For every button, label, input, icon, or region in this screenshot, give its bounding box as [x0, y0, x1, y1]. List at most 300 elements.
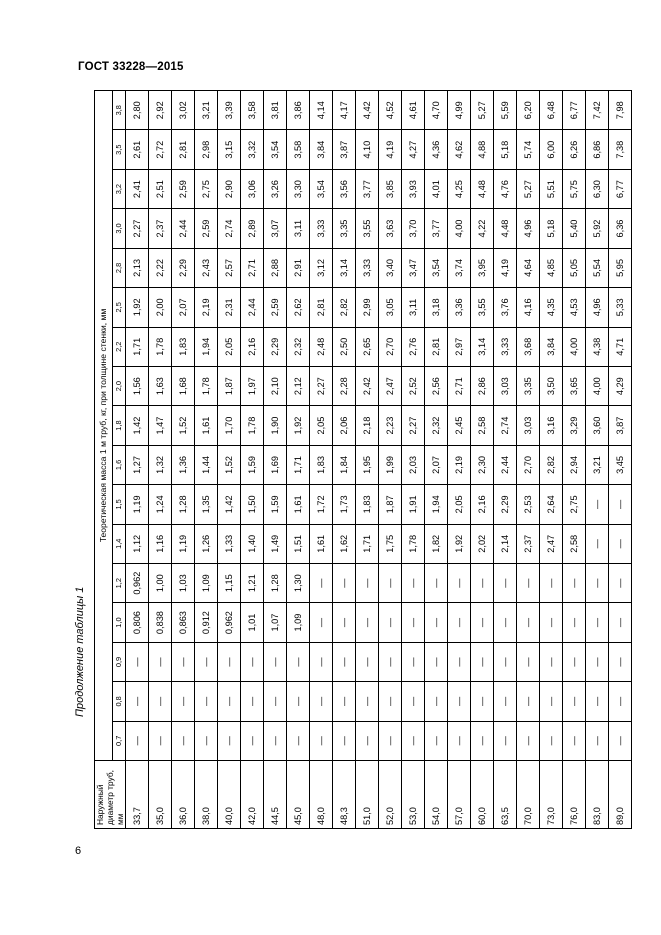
mass-value-cell: 1,30 — [287, 563, 310, 602]
thickness-header-cell: 3,8 — [112, 91, 125, 131]
mass-value-cell: 2,31 — [218, 288, 241, 327]
mass-value-cell: — — [563, 563, 586, 602]
mass-value-cell: 5,05 — [563, 248, 586, 287]
mass-value-cell: — — [310, 721, 333, 760]
mass-value-cell: 3,45 — [609, 445, 632, 484]
mass-value-cell: 2,71 — [241, 248, 264, 287]
outer-diameter-cell: 60,0 — [471, 761, 494, 829]
mass-value-cell: 2,43 — [195, 248, 218, 287]
mass-value-cell: 3,30 — [287, 169, 310, 208]
mass-value-cell: 1,73 — [333, 485, 356, 524]
mass-value-cell: 6,48 — [540, 91, 563, 131]
mass-value-cell: 1,36 — [172, 445, 195, 484]
mass-value-cell: 1,71 — [126, 327, 149, 366]
mass-value-cell: — — [448, 721, 471, 760]
mass-value-cell: — — [540, 603, 563, 642]
mass-value-cell: — — [563, 642, 586, 681]
mass-value-cell: — — [425, 682, 448, 721]
outer-diameter-cell: 45,0 — [287, 761, 310, 829]
mass-value-cell: 1,50 — [241, 485, 264, 524]
thickness-header-cell: 0,7 — [112, 721, 125, 760]
mass-value-cell: 2,72 — [149, 130, 172, 169]
mass-value-cell: 2,27 — [402, 406, 425, 445]
mass-value-cell: 1,07 — [264, 603, 287, 642]
mass-value-cell: 3,05 — [379, 288, 402, 327]
thickness-header-row — [112, 91, 125, 829]
diameter-column-header: Наружный диаметр труб, мм — [95, 761, 126, 829]
table-row — [310, 91, 333, 829]
table-row — [517, 91, 540, 829]
mass-value-cell: 1,33 — [218, 524, 241, 563]
mass-value-cell: 2,07 — [172, 288, 195, 327]
mass-value-cell: 1,94 — [195, 327, 218, 366]
outer-diameter-cell: 63,5 — [494, 761, 517, 829]
table-row — [425, 91, 448, 829]
mass-value-cell: — — [195, 642, 218, 681]
mass-value-cell: — — [540, 721, 563, 760]
mass-value-cell: 3,84 — [540, 327, 563, 366]
mass-value-cell: 5,27 — [471, 91, 494, 131]
mass-value-cell: — — [126, 682, 149, 721]
mass-value-cell: 2,29 — [172, 248, 195, 287]
mass-value-cell: 2,61 — [126, 130, 149, 169]
mass-value-cell: 0,838 — [149, 603, 172, 642]
mass-value-cell: 4,96 — [586, 288, 609, 327]
mass-value-cell: 3,18 — [425, 288, 448, 327]
table-row — [287, 91, 310, 829]
table-row — [333, 91, 356, 829]
mass-value-cell: — — [402, 642, 425, 681]
mass-value-cell: — — [310, 563, 333, 602]
mass-value-cell: 2,06 — [333, 406, 356, 445]
mass-value-cell: 2,13 — [126, 248, 149, 287]
mass-value-cell: 4,27 — [402, 130, 425, 169]
table-row — [149, 91, 172, 829]
mass-value-cell: — — [517, 721, 540, 760]
mass-value-cell: 2,94 — [563, 445, 586, 484]
mass-value-cell: 2,44 — [241, 288, 264, 327]
mass-value-cell: 3,54 — [425, 248, 448, 287]
mass-value-cell: — — [425, 721, 448, 760]
mass-value-cell: 2,88 — [264, 248, 287, 287]
mass-value-cell: 1,21 — [241, 563, 264, 602]
mass-value-cell: — — [540, 682, 563, 721]
mass-value-cell: — — [379, 721, 402, 760]
mass-value-cell: 2,32 — [287, 327, 310, 366]
thickness-header-cell: 2,5 — [112, 288, 125, 327]
mass-value-cell: — — [609, 603, 632, 642]
table-row — [471, 91, 494, 829]
mass-value-cell: — — [448, 682, 471, 721]
mass-value-cell: — — [540, 563, 563, 602]
mass-value-cell: — — [402, 563, 425, 602]
mass-value-cell: 2,70 — [379, 327, 402, 366]
outer-diameter-cell: 42,0 — [241, 761, 264, 829]
mass-value-cell: 3,35 — [517, 366, 540, 405]
mass-value-cell: 3,47 — [402, 248, 425, 287]
mass-value-cell: 2,97 — [448, 327, 471, 366]
mass-value-cell: 1,68 — [172, 366, 195, 405]
mass-value-cell: 4,42 — [356, 91, 379, 131]
mass-value-cell: 6,20 — [517, 91, 540, 131]
mass-value-cell: 1,09 — [195, 563, 218, 602]
page-number: 6 — [75, 845, 82, 857]
mass-value-cell: — — [609, 721, 632, 760]
mass-value-cell: 3,35 — [333, 209, 356, 248]
mass-value-cell: 2,89 — [241, 209, 264, 248]
mass-value-cell: 3,39 — [218, 91, 241, 131]
mass-value-cell: 2,52 — [402, 366, 425, 405]
mass-value-cell: 2,37 — [149, 209, 172, 248]
mass-value-cell: 2,75 — [563, 485, 586, 524]
mass-value-cell: 1,52 — [172, 406, 195, 445]
mass-value-cell: 3,77 — [356, 169, 379, 208]
mass-value-cell: — — [448, 642, 471, 681]
mass-value-cell: — — [586, 563, 609, 602]
mass-value-cell: 3,63 — [379, 209, 402, 248]
mass-value-cell: 2,50 — [333, 327, 356, 366]
mass-value-cell: 3,74 — [448, 248, 471, 287]
mass-value-cell: 1,92 — [448, 524, 471, 563]
mass-value-cell: 0,912 — [195, 603, 218, 642]
table-row — [172, 91, 195, 829]
mass-value-cell: — — [494, 642, 517, 681]
mass-value-cell: 3,58 — [287, 130, 310, 169]
mass-value-cell: 5,33 — [609, 288, 632, 327]
mass-value-cell: 6,77 — [609, 169, 632, 208]
outer-diameter-cell: 33,7 — [126, 761, 149, 829]
mass-value-cell: 3,07 — [264, 209, 287, 248]
table-row — [540, 91, 563, 829]
mass-value-cell: — — [333, 603, 356, 642]
mass-value-cell: — — [425, 603, 448, 642]
mass-value-cell: 1,87 — [379, 485, 402, 524]
mass-value-cell: — — [126, 642, 149, 681]
mass-value-cell: 6,00 — [540, 130, 563, 169]
mass-value-cell: — — [287, 682, 310, 721]
outer-diameter-cell: 53,0 — [402, 761, 425, 829]
mass-value-cell: 2,99 — [356, 288, 379, 327]
mass-value-cell: — — [310, 682, 333, 721]
mass-value-cell: 6,86 — [586, 130, 609, 169]
mass-value-cell: 0,806 — [126, 603, 149, 642]
mass-value-cell: 2,44 — [494, 445, 517, 484]
mass-value-cell: 2,19 — [448, 445, 471, 484]
mass-value-cell: — — [379, 603, 402, 642]
mass-value-cell: 3,16 — [540, 406, 563, 445]
mass-value-cell: 2,44 — [172, 209, 195, 248]
mass-value-cell: — — [149, 721, 172, 760]
mass-value-cell: 4,19 — [494, 248, 517, 287]
mass-value-cell: — — [494, 563, 517, 602]
mass-value-cell: 4,19 — [379, 130, 402, 169]
outer-diameter-cell: 54,0 — [425, 761, 448, 829]
outer-diameter-cell: 51,0 — [356, 761, 379, 829]
mass-value-cell: 2,28 — [333, 366, 356, 405]
mass-value-cell: — — [241, 721, 264, 760]
mass-value-cell: — — [586, 524, 609, 563]
mass-value-cell: — — [195, 721, 218, 760]
mass-value-cell: 1,83 — [172, 327, 195, 366]
mass-value-cell: 3,29 — [563, 406, 586, 445]
mass-value-cell: 2,80 — [126, 91, 149, 131]
mass-value-cell: 4,53 — [563, 288, 586, 327]
table-body — [126, 91, 632, 829]
outer-diameter-cell: 48,3 — [333, 761, 356, 829]
mass-value-cell: — — [172, 682, 195, 721]
thickness-header-cell: 1,5 — [112, 485, 125, 524]
mass-value-cell: 5,18 — [540, 209, 563, 248]
mass-value-cell: — — [425, 642, 448, 681]
mass-value-cell: — — [241, 682, 264, 721]
mass-value-cell: 2,00 — [149, 288, 172, 327]
mass-value-cell: — — [471, 563, 494, 602]
mass-value-cell: — — [563, 721, 586, 760]
mass-value-cell: 1,78 — [195, 366, 218, 405]
mass-value-cell: — — [586, 721, 609, 760]
mass-value-cell: 3,65 — [563, 366, 586, 405]
mass-value-cell: 3,86 — [287, 91, 310, 131]
mass-value-cell: 3,36 — [448, 288, 471, 327]
thickness-header-cell: 1,4 — [112, 524, 125, 563]
mass-value-cell: 1,24 — [149, 485, 172, 524]
mass-value-cell: — — [471, 721, 494, 760]
mass-value-cell: — — [264, 642, 287, 681]
mass-value-cell: 1,42 — [218, 485, 241, 524]
mass-value-cell: — — [126, 721, 149, 760]
mass-value-cell: 1,97 — [241, 366, 264, 405]
table-row — [586, 91, 609, 829]
mass-value-cell: 1,95 — [356, 445, 379, 484]
mass-value-cell: 4,88 — [471, 130, 494, 169]
table-row — [448, 91, 471, 829]
mass-value-cell: — — [356, 642, 379, 681]
mass-value-cell: — — [517, 603, 540, 642]
mass-value-cell: 3,03 — [494, 366, 517, 405]
mass-value-cell: 1,72 — [310, 485, 333, 524]
mass-value-cell: 2,47 — [540, 524, 563, 563]
thickness-header-cell: 0,9 — [112, 642, 125, 681]
mass-value-cell: 5,59 — [494, 91, 517, 131]
mass-value-cell: — — [609, 524, 632, 563]
mass-value-cell: 5,95 — [609, 248, 632, 287]
mass-value-cell: 2,29 — [264, 327, 287, 366]
mass-value-cell: 7,98 — [609, 91, 632, 131]
mass-value-cell: — — [609, 642, 632, 681]
mass-value-cell: 4,38 — [586, 327, 609, 366]
mass-value-cell: — — [402, 682, 425, 721]
mass-value-cell: 4,52 — [379, 91, 402, 131]
mass-value-cell: 4,14 — [310, 91, 333, 131]
mass-value-cell: 2,75 — [195, 169, 218, 208]
mass-value-cell: 2,86 — [471, 366, 494, 405]
mass-value-cell: — — [586, 642, 609, 681]
outer-diameter-cell: 36,0 — [172, 761, 195, 829]
mass-value-cell: 6,26 — [563, 130, 586, 169]
mass-value-cell: 4,76 — [494, 169, 517, 208]
mass-value-cell: 4,22 — [471, 209, 494, 248]
mass-value-cell: 1,28 — [264, 563, 287, 602]
mass-value-cell: 2,30 — [471, 445, 494, 484]
mass-value-cell: 3,58 — [241, 91, 264, 131]
mass-value-cell: 2,74 — [218, 209, 241, 248]
mass-value-cell: 2,71 — [448, 366, 471, 405]
mass-value-cell: 1,01 — [241, 603, 264, 642]
mass-value-cell: 4,64 — [517, 248, 540, 287]
mass-value-cell: 3,26 — [264, 169, 287, 208]
mass-value-cell: — — [448, 603, 471, 642]
mass-value-cell: 1,70 — [218, 406, 241, 445]
mass-value-cell: — — [586, 485, 609, 524]
mass-value-cell: — — [609, 682, 632, 721]
mass-value-cell: — — [218, 721, 241, 760]
mass-value-cell: 5,74 — [517, 130, 540, 169]
mass-value-cell: 1,15 — [218, 563, 241, 602]
mass-value-cell: 1,82 — [425, 524, 448, 563]
table-continuation-caption: Продолжение таблицы 1 — [74, 586, 86, 717]
mass-value-cell: 5,92 — [586, 209, 609, 248]
mass-value-cell: 3,02 — [172, 91, 195, 131]
mass-value-cell: 3,76 — [494, 288, 517, 327]
mass-value-cell: — — [586, 682, 609, 721]
mass-value-cell: 4,48 — [471, 169, 494, 208]
mass-value-cell: 3,87 — [333, 130, 356, 169]
table-row — [264, 91, 287, 829]
mass-value-cell: 4,99 — [448, 91, 471, 131]
mass-value-cell: 2,98 — [195, 130, 218, 169]
mass-value-cell: 2,37 — [517, 524, 540, 563]
mass-value-cell: — — [494, 721, 517, 760]
mass-value-cell: 3,14 — [333, 248, 356, 287]
mass-value-cell: 0,962 — [218, 603, 241, 642]
mass-value-cell: 7,42 — [586, 91, 609, 131]
mass-value-cell: 1,47 — [149, 406, 172, 445]
mass-value-cell: — — [517, 682, 540, 721]
thickness-header-cell: 1,2 — [112, 563, 125, 602]
rotated-table-container — [94, 90, 625, 829]
thickness-header-cell: 2,2 — [112, 327, 125, 366]
mass-value-cell: 3,87 — [609, 406, 632, 445]
table-row — [126, 91, 149, 829]
mass-value-cell: 1,92 — [126, 288, 149, 327]
outer-diameter-cell: 48,0 — [310, 761, 333, 829]
mass-value-cell: 5,51 — [540, 169, 563, 208]
outer-diameter-cell: 89,0 — [609, 761, 632, 829]
mass-value-cell: 2,27 — [310, 366, 333, 405]
mass-value-cell: 1,61 — [310, 524, 333, 563]
thickness-header-cell: 3,2 — [112, 169, 125, 208]
mass-value-cell: 5,27 — [517, 169, 540, 208]
thickness-header-cell: 0,8 — [112, 682, 125, 721]
mass-value-cell: 1,32 — [149, 445, 172, 484]
mass-value-cell: 1,00 — [149, 563, 172, 602]
mass-value-cell: — — [356, 721, 379, 760]
mass-value-cell: — — [540, 642, 563, 681]
mass-value-cell: 2,58 — [471, 406, 494, 445]
mass-value-cell: 4,96 — [517, 209, 540, 248]
mass-value-cell: 3,33 — [310, 209, 333, 248]
mass-value-cell: 1,03 — [172, 563, 195, 602]
mass-value-cell: 3,54 — [264, 130, 287, 169]
mass-value-cell: 5,18 — [494, 130, 517, 169]
mass-value-cell: 3,50 — [540, 366, 563, 405]
mass-value-cell: 2,82 — [540, 445, 563, 484]
mass-value-cell: 4,10 — [356, 130, 379, 169]
mass-value-cell: 5,75 — [563, 169, 586, 208]
mass-value-cell: 6,77 — [563, 91, 586, 131]
mass-value-cell: 2,18 — [356, 406, 379, 445]
mass-value-cell: 1,84 — [333, 445, 356, 484]
table-row — [563, 91, 586, 829]
mass-value-cell: — — [310, 642, 333, 681]
mass-value-cell: 2,16 — [471, 485, 494, 524]
mass-value-cell: 1,51 — [287, 524, 310, 563]
mass-value-cell: — — [333, 642, 356, 681]
mass-value-cell: 4,85 — [540, 248, 563, 287]
mass-value-cell: 2,48 — [310, 327, 333, 366]
mass-value-cell: — — [172, 642, 195, 681]
mass-value-cell: 2,76 — [402, 327, 425, 366]
mass-value-cell: — — [494, 682, 517, 721]
pipe-mass-table — [94, 90, 632, 829]
mass-value-cell: 2,16 — [241, 327, 264, 366]
mass-value-cell: 2,23 — [379, 406, 402, 445]
mass-value-cell: 2,81 — [172, 130, 195, 169]
mass-group-header: Теоретическая масса 1 м труб, кг, при толщине стенки, мм — [95, 91, 113, 761]
mass-value-cell: 4,48 — [494, 209, 517, 248]
mass-value-cell: 2,02 — [471, 524, 494, 563]
mass-value-cell: 1,99 — [379, 445, 402, 484]
mass-value-cell: — — [517, 563, 540, 602]
mass-value-cell: 1,26 — [195, 524, 218, 563]
mass-value-cell: — — [471, 682, 494, 721]
mass-value-cell: 3,11 — [402, 288, 425, 327]
mass-value-cell: 2,12 — [287, 366, 310, 405]
mass-value-cell: 2,05 — [448, 485, 471, 524]
mass-value-cell: 3,03 — [517, 406, 540, 445]
table-row — [241, 91, 264, 829]
mass-value-cell: 2,51 — [149, 169, 172, 208]
mass-value-cell: 1,44 — [195, 445, 218, 484]
mass-value-cell: 2,07 — [425, 445, 448, 484]
mass-value-cell: — — [356, 682, 379, 721]
outer-diameter-cell: 40,0 — [218, 761, 241, 829]
mass-value-cell: — — [218, 682, 241, 721]
mass-value-cell: 1,16 — [149, 524, 172, 563]
mass-value-cell: 1,71 — [287, 445, 310, 484]
table-row — [494, 91, 517, 829]
mass-value-cell: 2,53 — [517, 485, 540, 524]
mass-value-cell: 3,11 — [287, 209, 310, 248]
outer-diameter-cell: 52,0 — [379, 761, 402, 829]
mass-value-cell: 4,01 — [425, 169, 448, 208]
outer-diameter-cell: 44,5 — [264, 761, 287, 829]
table-row — [379, 91, 402, 829]
mass-value-cell: — — [586, 603, 609, 642]
table-row — [195, 91, 218, 829]
mass-value-cell: 2,45 — [448, 406, 471, 445]
mass-value-cell: 3,21 — [195, 91, 218, 131]
mass-value-cell: 1,52 — [218, 445, 241, 484]
table-header-row — [95, 91, 113, 829]
table-frame — [94, 90, 625, 829]
mass-value-cell: 2,42 — [356, 366, 379, 405]
outer-diameter-cell: 73,0 — [540, 761, 563, 829]
mass-value-cell: 1,69 — [264, 445, 287, 484]
mass-value-cell: 1,27 — [126, 445, 149, 484]
mass-value-cell: 2,05 — [310, 406, 333, 445]
mass-value-cell: — — [517, 642, 540, 681]
